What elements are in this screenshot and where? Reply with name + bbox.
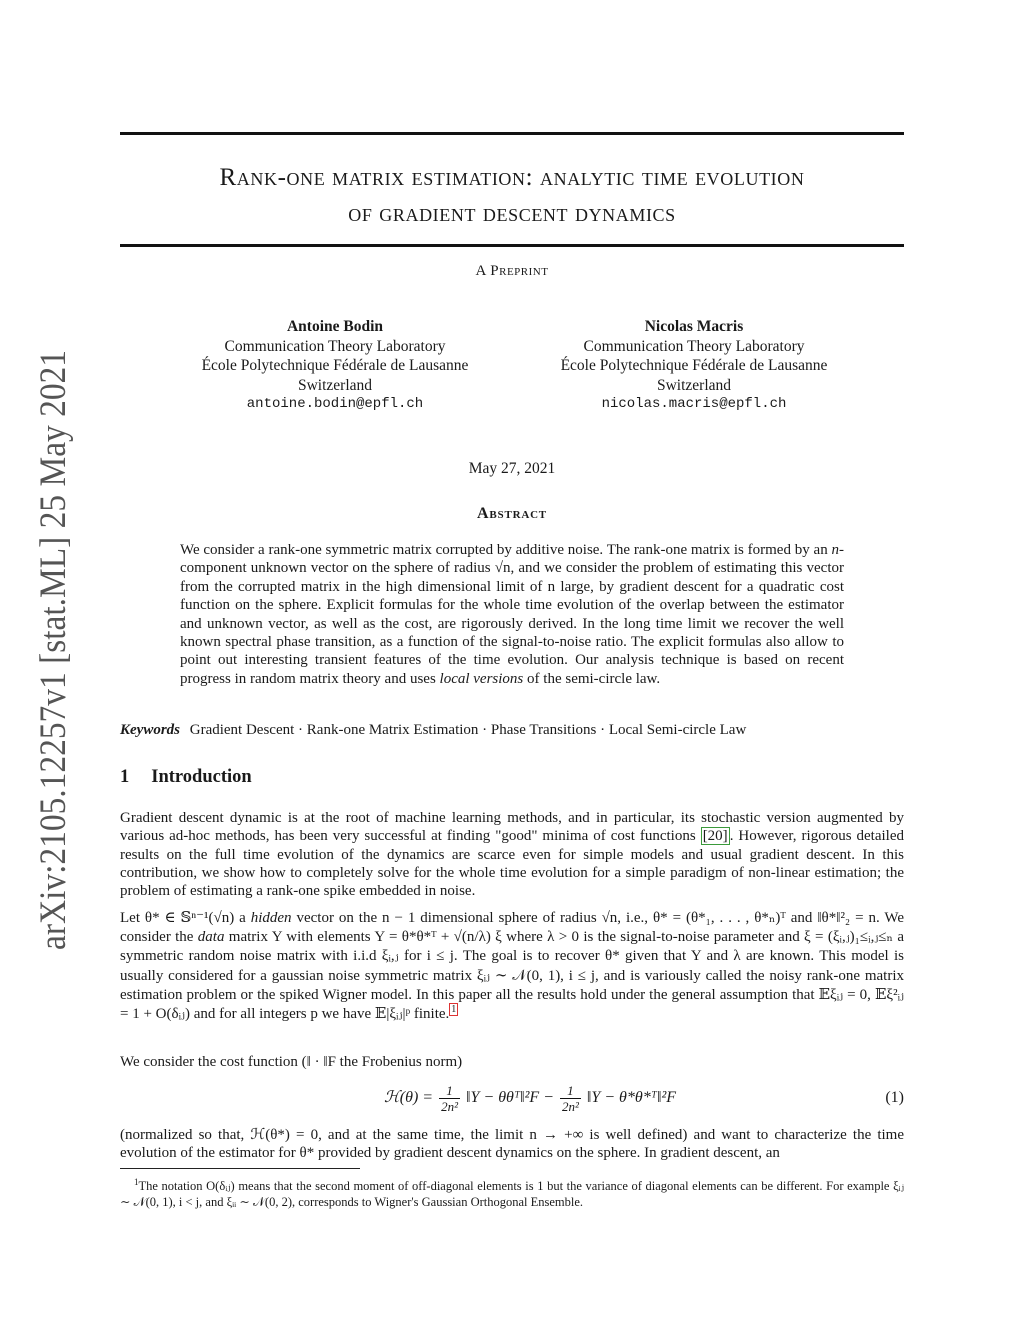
abstract-text-3: of the semi-circle law. (523, 670, 661, 687)
author-lab: Communication Theory Laboratory (583, 337, 805, 355)
author-institution: École Polytechnique Fédérale de Lausanne (201, 357, 469, 374)
title-line-1: Rank-one matrix estimation: analytic time evolution (219, 164, 805, 191)
author-block-2 (494, 317, 894, 415)
section-heading (120, 767, 252, 788)
author-block-1 (135, 317, 535, 415)
intro-p1-text-a: Gradient descent dynamic is at the root of machine learning methods, and in particular, its stochastic version augmented by various ad-hoc methods, has been very successful at finding "good" minima of cost functions (120, 810, 904, 845)
intro-paragraph-2 (120, 909, 904, 1024)
keywords (120, 722, 904, 739)
paper-title (120, 160, 904, 232)
publication-date: May 27, 2021 (468, 460, 556, 477)
title-line-2: of gradient descent dynamics (348, 200, 676, 227)
fraction-numerator: 1 (439, 1083, 460, 1099)
intro-paragraph-1 (120, 809, 904, 900)
equation-number: (1) (885, 1089, 904, 1106)
intro-p2-data: data (197, 929, 225, 946)
author-email[interactable]: nicolas.macris@epfl.ch (601, 396, 787, 412)
title-top-rule (120, 132, 904, 135)
section-title: Introduction (151, 767, 252, 787)
arxiv-stamp-text: arXiv:2105.12257v1 [stat.ML] 25 May 2021 (33, 340, 74, 950)
author-name: Nicolas Macris (644, 318, 744, 335)
intro-p2-text-b: vector on the n − 1 dimensional sphere of radius √n, i.e., θ* = (θ*₁, . . . , θ*ₙ)ᵀ and ‖θ*‖²₂ = n. We consider the (120, 910, 904, 946)
fraction-denominator: 2n² (561, 1098, 579, 1114)
intro-p1-text-b: . However, rigorous detailed results on the full time evolution of the dynamics are scarce even for simple models and usual gradient descent. In this contribution, we show how to completely solve for the whole time evolution for a simple paradigm of non-linear estimation; the problem of estimating a rank-one spike embedded in noise. (120, 828, 904, 900)
section-number: 1 (120, 767, 130, 787)
footnote-rule (120, 1168, 360, 1169)
arxiv-side-stamp (20, 340, 80, 960)
footnote-text: The notation O(δᵢⱼ) means that the second moment of off-diagonal elements is 1 but the variance of diagonal elements can be different. For example ξᵢⱼ ∼ 𝒩(0, 1), i < j, and ξᵢᵢ ∼ 𝒩(0, 2), corresponds to Wigner's Gaussian Orthogonal Ensemble. (120, 1179, 904, 1210)
abstract-body (180, 541, 844, 688)
citation-link[interactable]: [20] (702, 828, 728, 845)
author-country: Switzerland (297, 376, 373, 394)
preprint-label: A Preprint (475, 263, 549, 279)
intro-paragraph-4: (normalized so that, ℋ(θ*) = 0, and at the same time, the limit n → +∞ is well defined) and want to characterize the time evolution of the estimator for θ* provided by gradient descent dynamics on the sphere. In gradient descent, an (120, 1127, 904, 1162)
intro-p2-text-c: matrix Y with elements Y = θ*θ*ᵀ + √(n/λ) ξ where λ > 0 is the signal-to-noise parameter and ξ = (ξᵢ,ⱼ)₁≤ᵢ,ⱼ≤ₙ a symmetric random noise matrix with i.i.d ξᵢ,ⱼ for i ≤ j. The goal is to recover θ* given that Y and λ are known. This model is usually considered for a gaussian noise symmetric matrix ξᵢⱼ ∼ 𝒩(0, 1), i ≤ j, and is variously called the noisy rank-one matrix estimation problem or the spiked Wigner model. In this paper all the results hold under the general assumption that 𝔼ξᵢⱼ = 0, 𝔼ξ²ᵢⱼ = 1 + O(δᵢⱼ) and for all integers p we have 𝔼|ξᵢⱼ|ᵖ finite. (120, 929, 905, 1023)
intro-p2-hidden: hidden (250, 910, 292, 926)
author-email[interactable]: antoine.bodin@epfl.ch (246, 396, 424, 412)
abstract-italic: local versions (439, 670, 524, 687)
footnote-mark: 1 (134, 1177, 139, 1187)
abstract-text-2: -component unknown vector on the sphere of radius √n, and we consider the problem of estimating this vector from the corrupted matrix in the high dimensional limit of n large, by gradient descent for a quadratic cost function on the sphere. Explicit formulas for the whole time evolution of the overlap between the estimator and unknown vector, as well as the cost, are rigorously derived. In the long time limit we recover the well known spectral phase transition, as a function of the signal-to-noise ratio. The explicit formulas also allow to point out interesting transient features of the time evolution. Our analysis technique is based on recent progress in random matrix theory and uses (180, 542, 844, 687)
author-lab: Communication Theory Laboratory (224, 337, 446, 355)
equation-fraction-2 (560, 1083, 581, 1114)
keywords-label: Keywords (120, 722, 180, 738)
author-name: Antoine Bodin (286, 318, 384, 335)
intro-p2-text-a: Let θ* ∈ 𝕊ⁿ⁻¹(√n) a (120, 910, 251, 926)
intro-paragraph-3: We consider the cost function (‖ · ‖F the Frobenius norm) (120, 1054, 463, 1070)
fraction-numerator: 1 (560, 1083, 581, 1099)
abstract-text-1: We consider a rank-one symmetric matrix corrupted by additive noise. The rank-one matrix is formed by an (180, 542, 832, 558)
abstract-heading: Abstract (477, 505, 547, 522)
fraction-denominator: 2n² (441, 1098, 458, 1114)
footnote (120, 1174, 904, 1210)
equation-body (340, 1078, 720, 1118)
keywords-text: Gradient Descent · Rank-one Matrix Estimation · Phase Transitions · Local Semi-circle Law (189, 722, 747, 738)
author-institution: École Polytechnique Fédérale de Lausanne (560, 357, 828, 374)
equation-lhs: ℋ(θ) = (383, 1089, 434, 1106)
equation-term-1: ‖Y − θθᵀ‖²F − (466, 1089, 554, 1106)
equation-fraction-1 (439, 1083, 460, 1114)
abstract-n: n (831, 542, 839, 558)
footnote-ref-link[interactable]: 1 (451, 1004, 457, 1016)
title-bottom-rule (120, 244, 904, 247)
equation-term-2: ‖Y − θ*θ*ᵀ‖²F (586, 1089, 677, 1106)
equation-1 (120, 1078, 904, 1118)
author-country: Switzerland (656, 376, 732, 394)
